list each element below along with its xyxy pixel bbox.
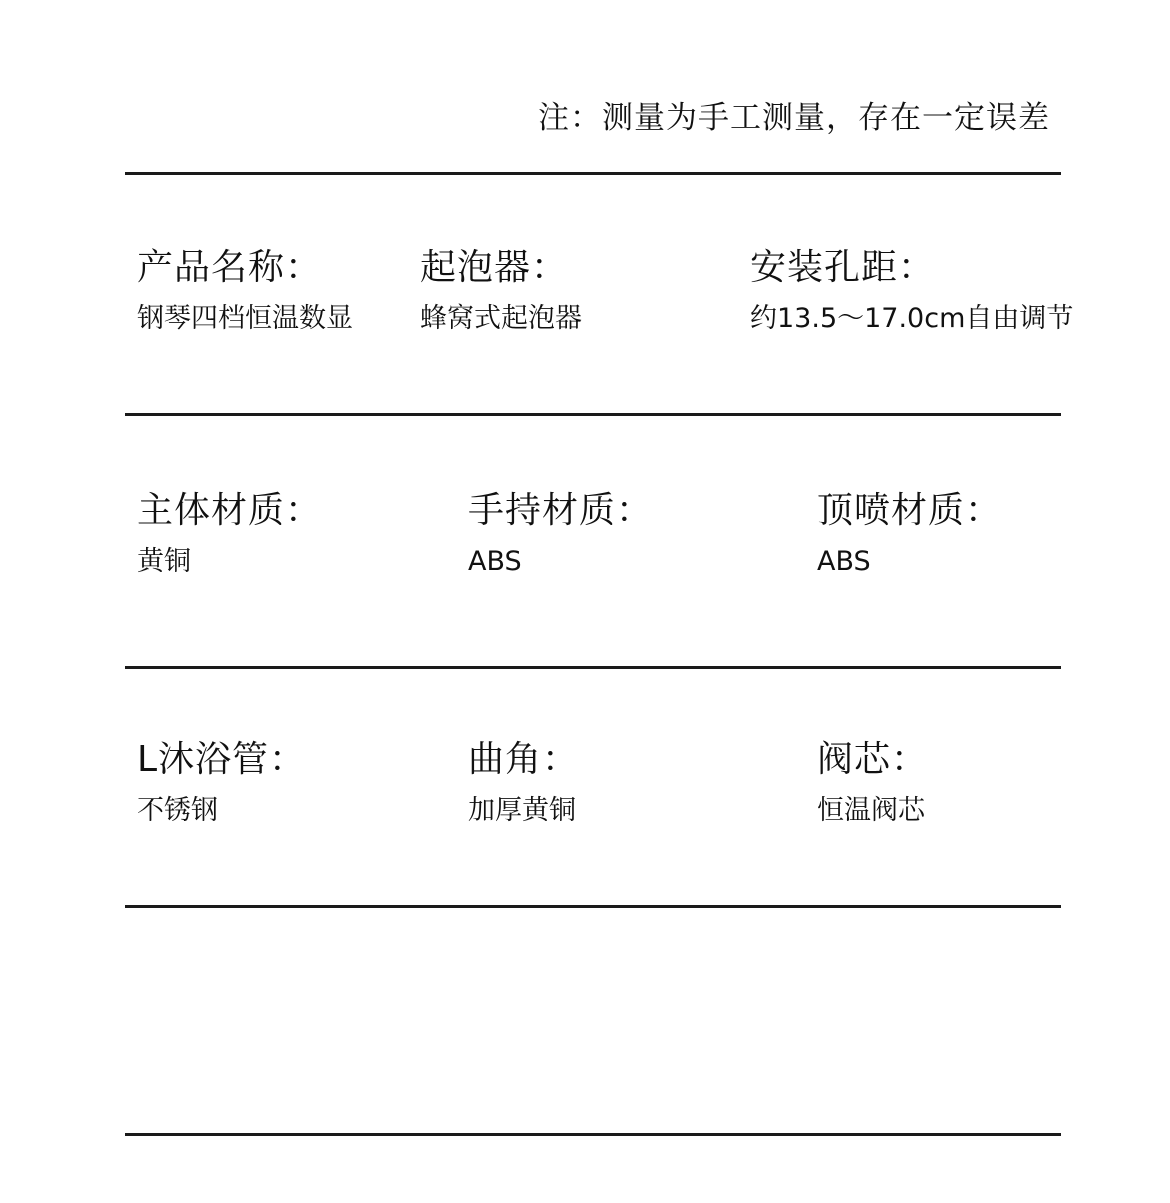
spec-value: 恒温阀芯	[817, 795, 925, 826]
spec-value: ABS	[817, 546, 871, 577]
spec-value: 黄铜	[137, 546, 191, 577]
divider	[125, 905, 1061, 908]
spec-value: 加厚黄铜	[468, 795, 576, 826]
spec-label: 手持材质：	[468, 490, 654, 531]
spec-value: 不锈钢	[137, 795, 218, 826]
divider	[125, 172, 1061, 175]
spec-body-material	[137, 489, 322, 579]
spec-value: ABS	[468, 546, 522, 577]
spec-label: 主体材质：	[137, 490, 323, 531]
spec-label: 顶喷材质：	[817, 490, 1003, 531]
divider	[125, 1133, 1061, 1136]
spec-aerator	[420, 246, 582, 336]
divider	[125, 666, 1061, 669]
spec-label: 阀芯：	[817, 739, 929, 780]
spec-product-name	[137, 246, 353, 336]
spec-value: 蜂窝式起泡器	[420, 303, 582, 334]
spec-label: L沐浴管：	[137, 739, 307, 780]
measurement-note: 注：测量为手工测量，存在一定误差	[538, 100, 1050, 136]
spec-valve-core	[817, 738, 928, 828]
divider	[125, 413, 1061, 416]
spec-value: 约13.5～17.0cm自由调节	[750, 303, 1074, 334]
spec-value: 钢琴四档恒温数显	[137, 303, 353, 334]
spec-label: 安装孔距：	[750, 247, 936, 288]
spec-top-spray-material	[817, 489, 1002, 579]
spec-label: 起泡器：	[420, 247, 569, 288]
spec-label: 曲角：	[468, 739, 580, 780]
spec-elbow	[468, 738, 579, 828]
spec-handheld-material	[468, 489, 653, 579]
spec-shower-pipe	[137, 738, 306, 828]
spec-label: 产品名称：	[137, 247, 323, 288]
spec-hole-spacing	[750, 246, 1073, 336]
